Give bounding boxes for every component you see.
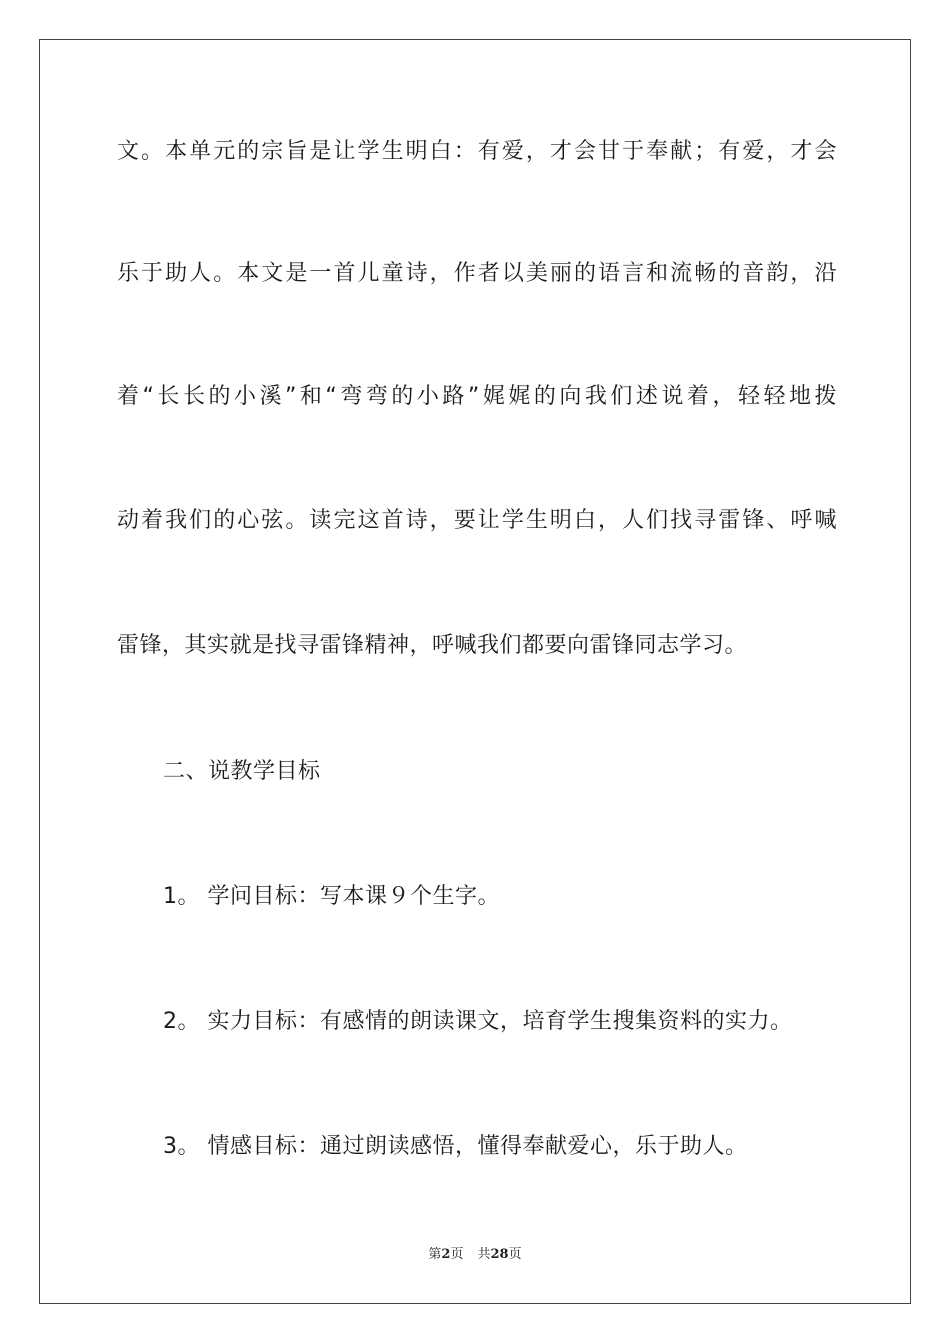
page-footer xyxy=(0,1246,950,1264)
goal-item: 1。 学问目标：写本课９个生字。 xyxy=(163,884,500,909)
page-prefix: 第 xyxy=(428,1247,442,1262)
section-heading: 二、说教学目标 xyxy=(163,759,321,784)
body-line: 乐于助人。本文是一首儿童诗，作者以美丽的语言和流畅的音韵，沿 xyxy=(117,261,837,286)
total-suffix: 页 xyxy=(508,1247,522,1262)
page-number: 2 xyxy=(441,1247,451,1262)
body-line: 雷锋，其实就是找寻雷锋精神，呼喊我们都要向雷锋同志学习。 xyxy=(117,633,748,658)
body-line: 文。本单元的宗旨是让学生明白：有爱，才会甘于奉献；有爱，才会 xyxy=(117,139,837,164)
page-frame xyxy=(39,39,911,1304)
goal-item: 2。 实力目标：有感情的朗读课文，培育学生搜集资料的实力。 xyxy=(163,1009,793,1034)
body-line: 着“长长的小溪”和“弯弯的小路”娓娓的向我们述说着，轻轻地拨 xyxy=(117,384,837,409)
total-prefix: 共 xyxy=(477,1247,491,1262)
total-pages: 28 xyxy=(490,1247,509,1262)
page-suffix: 页 xyxy=(450,1247,464,1262)
body-line: 动着我们的心弦。读完这首诗，要让学生明白，人们找寻雷锋、呼喊 xyxy=(117,508,837,533)
goal-item: 3。 情感目标：通过朗读感悟，懂得奉献爱心，乐于助人。 xyxy=(163,1134,748,1159)
